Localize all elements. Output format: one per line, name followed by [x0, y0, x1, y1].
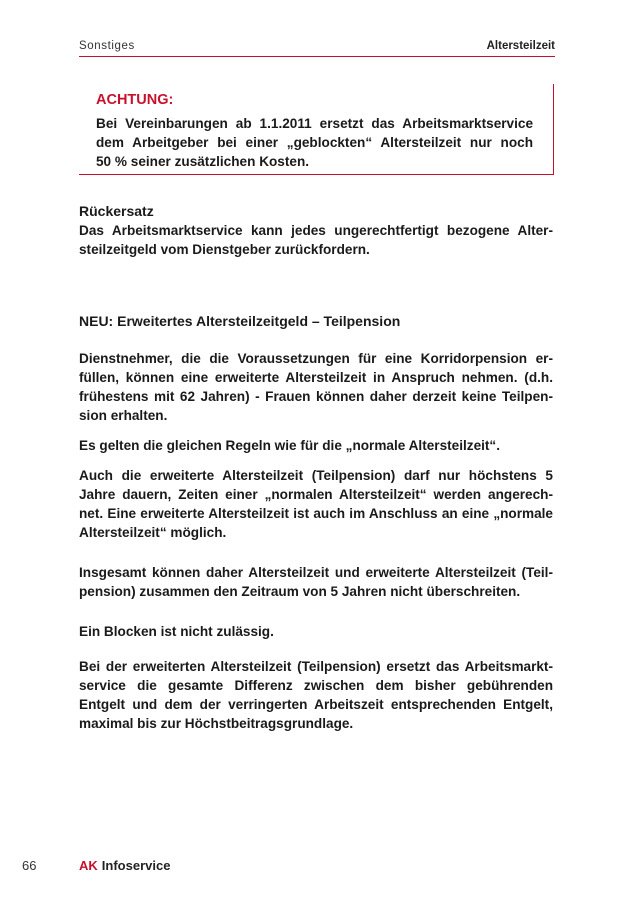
brand-name: Infoservice: [101, 858, 171, 873]
rueckersatz-heading: Rückersatz: [79, 203, 154, 219]
paragraph-line: Auch die erweiterte Altersteilzeit (Teilpension) darf nur höchstens 5: [79, 468, 553, 483]
paragraph-line: net. Eine erweiterte Altersteilzeit ist auch im Anschluss an eine „normale: [79, 506, 553, 521]
warning-line: Bei Vereinbarungen ab 1.1.2011 ersetzt das Arbeitsmarktservice: [96, 116, 533, 131]
paragraph-line: füllen, können eine erweiterte Altersteilzeit in Anspruch nehmen. (d.h.: [79, 370, 553, 385]
paragraph-line: sion erhalten.: [79, 408, 168, 423]
paragraph-line: Jahre dauern, Zeiten einer „normalen Altersteilzeit“ werden angerech-: [79, 487, 553, 502]
paragraph-line: Insgesamt können daher Altersteilzeit und erweiterte Altersteilzeit (Teil-: [79, 565, 553, 580]
paragraph-line: maximal bis zur Höchstbeitragsgrundlage.: [79, 716, 354, 731]
warning-title: ACHTUNG:: [96, 92, 174, 108]
paragraph-line: Entgelt und dem der verringerten Arbeitszeit entsprechenden Entgelt,: [79, 697, 553, 712]
paragraph-line: Bei der erweiterten Altersteilzeit (Teilpension) ersetzt das Arbeitsmarkt-: [79, 659, 553, 674]
warning-box: [79, 84, 554, 175]
paragraph-line: Es gelten die gleichen Regeln wie für die „normale Altersteilzeit“.: [79, 438, 501, 453]
paragraph-line: service die gesamte Differenz zwischen dem bisher gebührenden: [79, 678, 553, 693]
header-section: Sonstiges: [79, 40, 135, 52]
paragraph-line: pension) zusammen den Zeitraum von 5 Jahren nicht überschreiten.: [79, 584, 521, 599]
paragraph-line: steilzeitgeld vom Dienstgeber zurückfordern.: [79, 242, 370, 257]
paragraph-line: Das Arbeitsmarktservice kann jedes ungerechtfertigt bezogene Alter-: [79, 223, 553, 238]
paragraph-line: Altersteilzeit“ möglich.: [79, 525, 227, 540]
page-number: 66: [22, 858, 37, 873]
header-chapter: Altersteilzeit: [486, 40, 555, 52]
paragraph-line: Ein Blocken ist nicht zulässig.: [79, 624, 274, 639]
brand-ak: AK: [79, 858, 98, 873]
paragraph-line: frühestens mit 62 Jahren) - Frauen können daher derzeit keine Teilpen-: [79, 389, 553, 404]
warning-line: 50 % seiner zusätzlichen Kosten.: [96, 154, 310, 169]
running-header: [79, 38, 555, 57]
warning-line: dem Arbeitgeber bei einer „geblockten“ Altersteilzeit nur noch: [96, 135, 533, 150]
footer-brand: [79, 858, 170, 873]
paragraph-line: Dienstnehmer, die die Voraussetzungen für eine Korridorpension er-: [79, 351, 553, 366]
neu-heading: NEU: Erweitertes Altersteilzeitgeld – Teilpension: [79, 313, 401, 329]
